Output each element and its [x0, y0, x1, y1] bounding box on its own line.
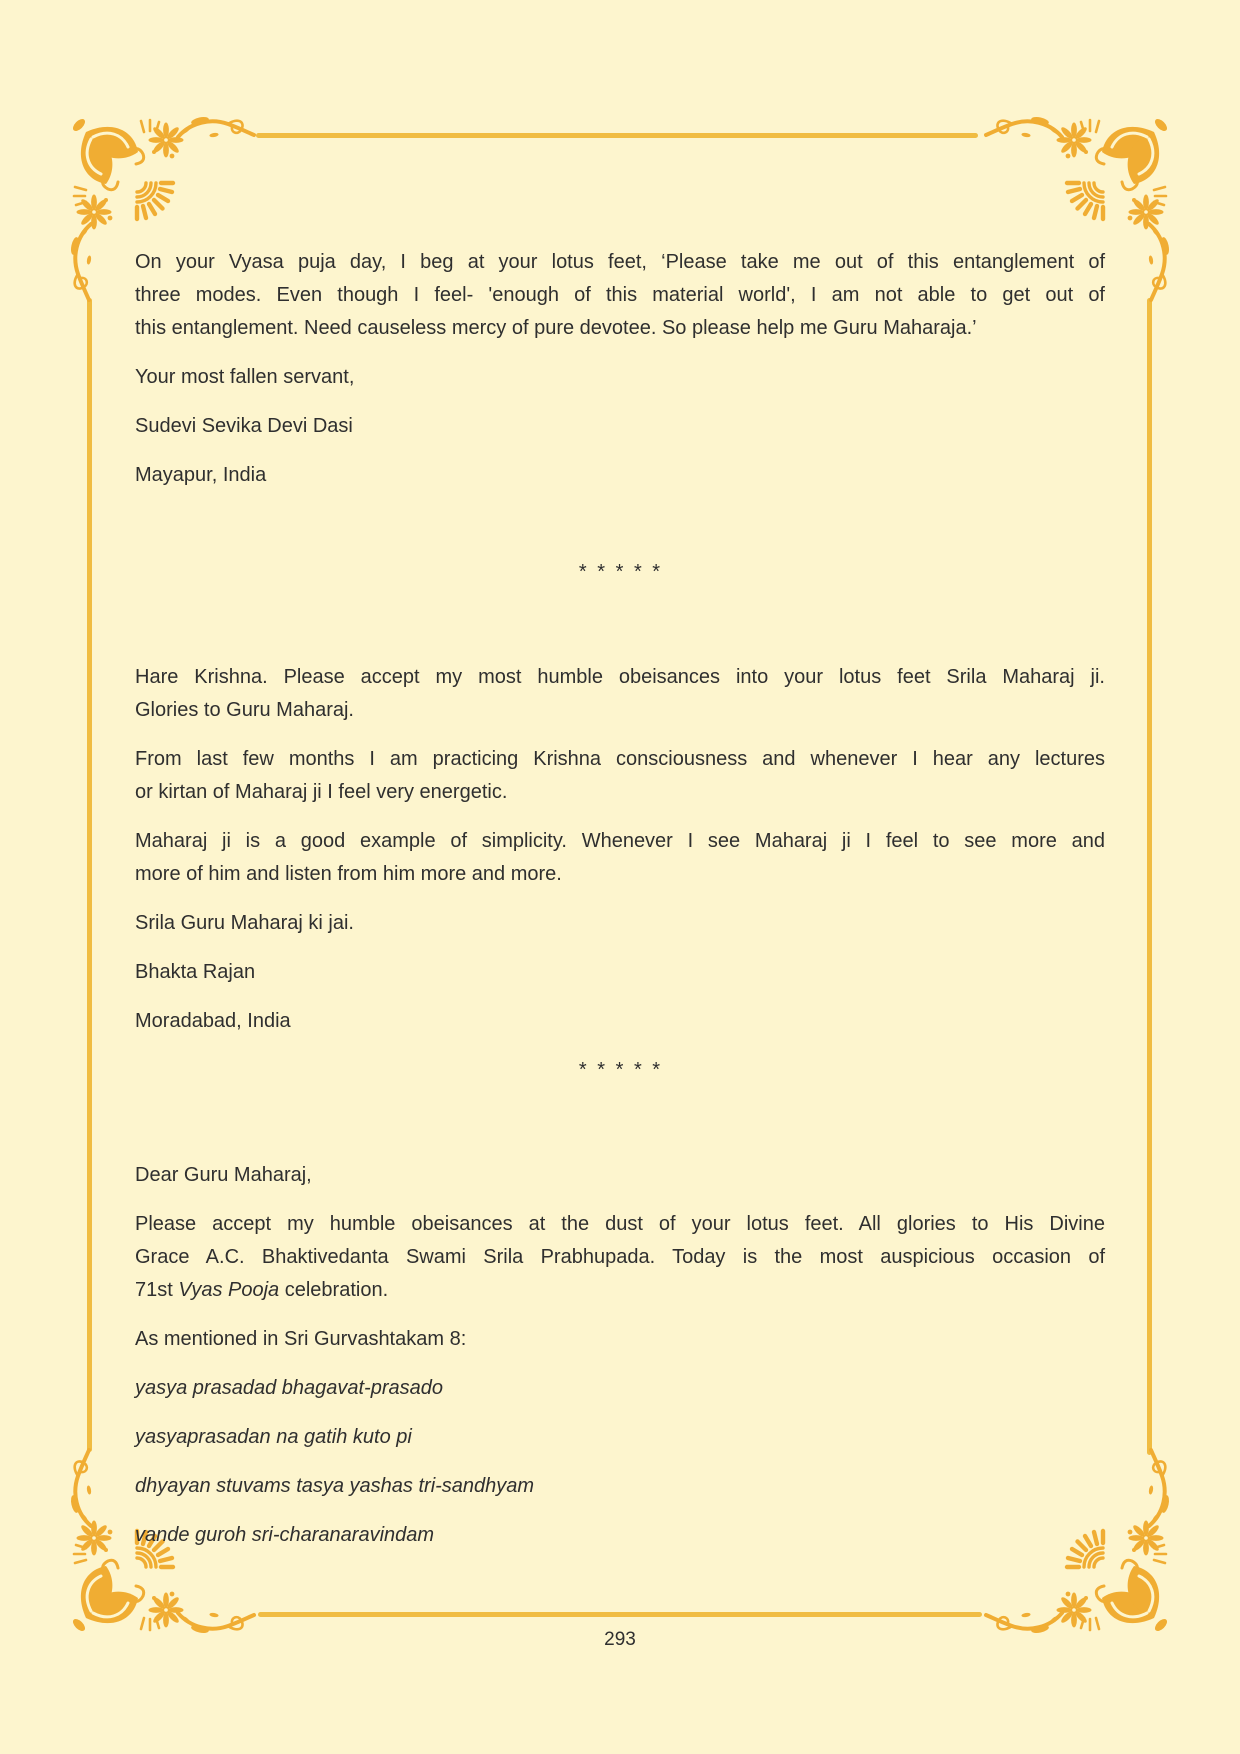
paragraph — [135, 1208, 1105, 1307]
text-line: this entanglement. Need causeless mercy of pure devotee. So please help me Guru Maharaja.’ — [135, 317, 977, 339]
text-line: Srila Guru Maharaj ki jai. — [135, 912, 354, 934]
text-line: As mentioned in Sri Gurvashtakam 8: — [135, 1328, 467, 1350]
text-line: Mayapur, India — [135, 464, 267, 486]
border-line-bottom — [258, 1612, 982, 1617]
text-line: Glories to Guru Maharaj. — [135, 699, 354, 721]
paragraph — [135, 1519, 1105, 1552]
section-separator: * * * * * — [578, 561, 662, 583]
text-line: Maharaj ji is a good example of simplicity. Whenever I see Maharaj ji I feel to see more and — [135, 830, 1105, 852]
border-line-top — [256, 133, 978, 138]
paragraph — [135, 410, 1105, 443]
paragraph — [135, 661, 1105, 727]
text-line: Dear Guru Maharaj, — [135, 1164, 312, 1186]
text-line: On your Vyasa puja day, I beg at your lotus feet, ‘Please take me out of this entanglement of — [135, 251, 1105, 273]
paragraph — [135, 361, 1105, 394]
paragraph — [135, 956, 1105, 989]
text-line: yasyaprasadan na gatih kuto pi — [135, 1426, 412, 1448]
text-line: more of him and listen from him more and more. — [135, 863, 562, 885]
paragraph — [135, 1005, 1105, 1038]
text-line: From last few months I am practicing Krishna consciousness and whenever I hear any lectures — [135, 748, 1105, 770]
paragraph — [135, 1323, 1105, 1356]
page-number: 293 — [604, 1629, 636, 1650]
paragraph — [135, 459, 1105, 492]
text-line: Sudevi Sevika Devi Dasi — [135, 415, 353, 437]
paragraph — [135, 1372, 1105, 1405]
border-line-right — [1147, 298, 1152, 1455]
text-line: Bhakta Rajan — [135, 961, 256, 983]
text-line: Moradabad, India — [135, 1010, 291, 1032]
paragraph — [135, 1470, 1105, 1503]
border-line-left — [87, 298, 92, 1452]
paragraph — [135, 743, 1105, 809]
paragraph — [135, 1159, 1105, 1192]
text-line: yasya prasadad bhagavat-prasado — [135, 1377, 443, 1399]
text-line: Your most fallen servant, — [135, 366, 355, 388]
text-line: or kirtan of Maharaj ji I feel very energetic. — [135, 781, 508, 803]
text-line: vande guroh sri-charanaravindam — [135, 1524, 435, 1546]
text-line: Hare Krishna. Please accept my most humble obeisances into your lotus feet Srila Maharaj ji. — [135, 666, 1105, 688]
text-line — [135, 1274, 1105, 1307]
document-body — [135, 246, 1105, 1568]
italic-text-segment: Vyas Pooja — [178, 1279, 280, 1301]
text-line: three modes. Even though I feel- 'enough of this material world', I am not able to get out of — [135, 284, 1105, 306]
section-separator: * * * * * — [578, 1059, 662, 1081]
paragraph — [135, 907, 1105, 940]
paragraph — [135, 246, 1105, 345]
paragraph — [135, 825, 1105, 891]
paragraph — [135, 1421, 1105, 1454]
text-line: Grace A.C. Bhaktivedanta Swami Srila Prabhupada. Today is the most auspicious occasion of — [135, 1246, 1105, 1268]
text-line: Please accept my humble obeisances at the dust of your lotus feet. All glories to His Divine — [135, 1213, 1105, 1235]
text-line: dhyayan stuvams tasya yashas tri-sandhyam — [135, 1475, 535, 1497]
text-segment: celebration. — [279, 1279, 389, 1301]
text-segment: 71st — [135, 1279, 179, 1301]
